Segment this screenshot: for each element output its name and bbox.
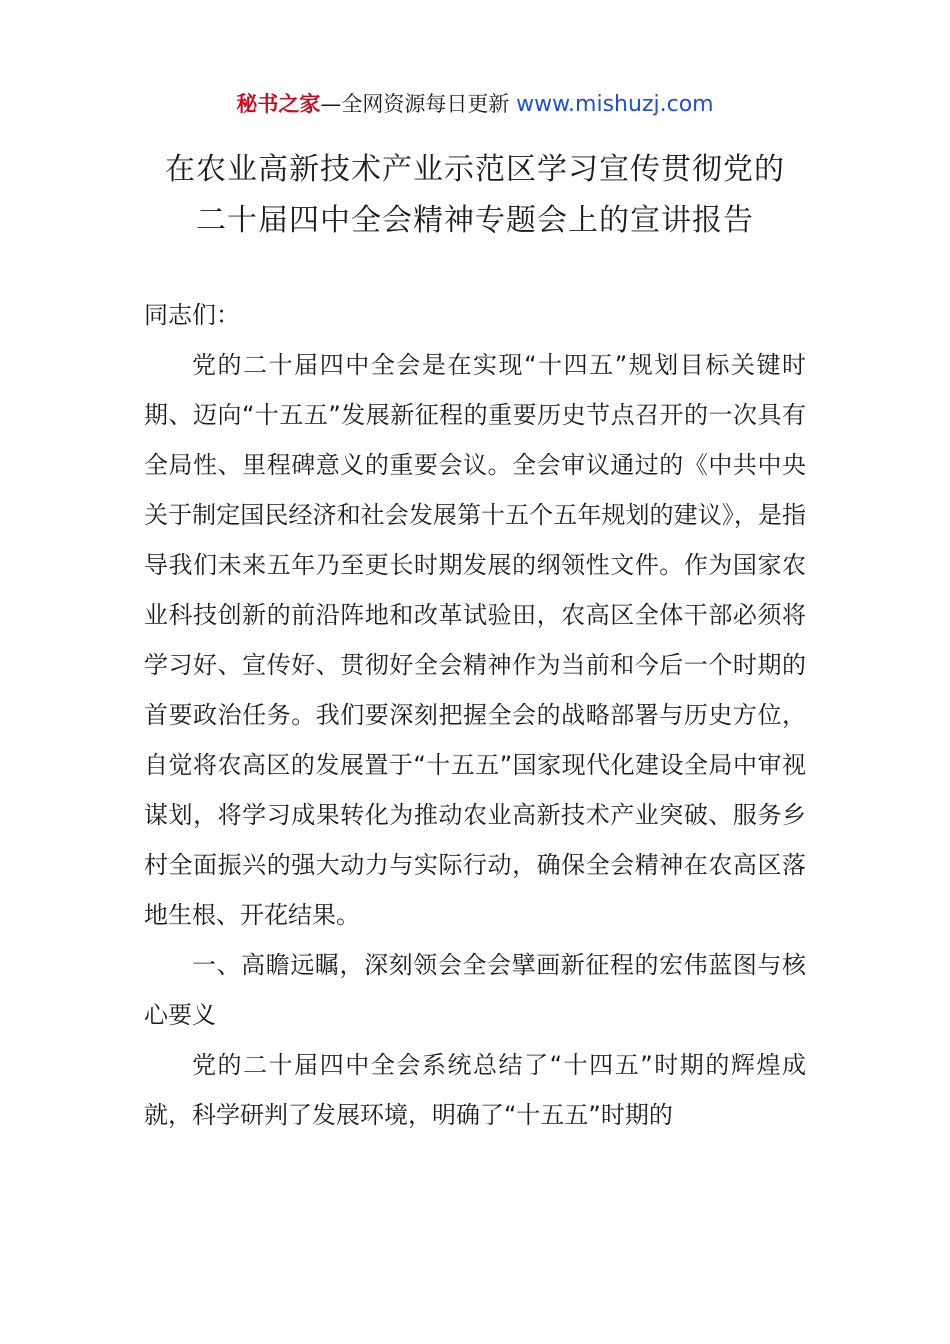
document-title xyxy=(0,144,950,246)
salutation: 同志们： xyxy=(144,301,240,329)
site-url-link[interactable]: www.mishuzj.com xyxy=(516,92,714,117)
paragraph-2: 党的二十届四中全会系统总结了“十四五”时期的辉煌成就，科学研判了发展环境，明确了“十五五”时期的 xyxy=(144,1051,806,1129)
title-line-1: 在农业高新技术产业示范区学习宣传贯彻党的 xyxy=(165,152,785,187)
title-line-2: 二十届四中全会精神专题会上的宣讲报告 xyxy=(196,203,754,238)
header-slogan: —全网资源每日更新 xyxy=(320,92,517,116)
paragraph-1: 党的二十届四中全会是在实现“十四五”规划目标关键时期、迈向“十五五”发展新征程的重要历史节点召开的一次具有全局性、里程碑意义的重要会议。全会审议通过的《中共中央关于制定国民经济和社会发展第十五个五年规划的建议》，是指导我们未来五年乃至更长时期发展的纲领性文件。作为国家农业科技创新的前沿阵地和改革试验田，农高区全体干部必须将学习好、宣传好、贯彻好全会精神作为当前和今后一个时期的首要政治任务。我们要深刻把握全会的战略部署与历史方位，自觉将农高区的发展置于“十五五”国家现代化建设全局中审视谋划，将学习成果转化为推动农业高新技术产业突破、服务乡村全面振兴的强大动力与实际行动，确保全会精神在农高区落地生根、开花结果。 xyxy=(144,351,806,929)
brand-name: 秘书之家 xyxy=(236,92,321,116)
document-body xyxy=(144,290,806,1140)
site-header xyxy=(0,88,950,121)
section-1-heading: 一、高瞻远瞩，深刻领会全会擘画新征程的宏伟蓝图与核心要义 xyxy=(144,951,806,1029)
